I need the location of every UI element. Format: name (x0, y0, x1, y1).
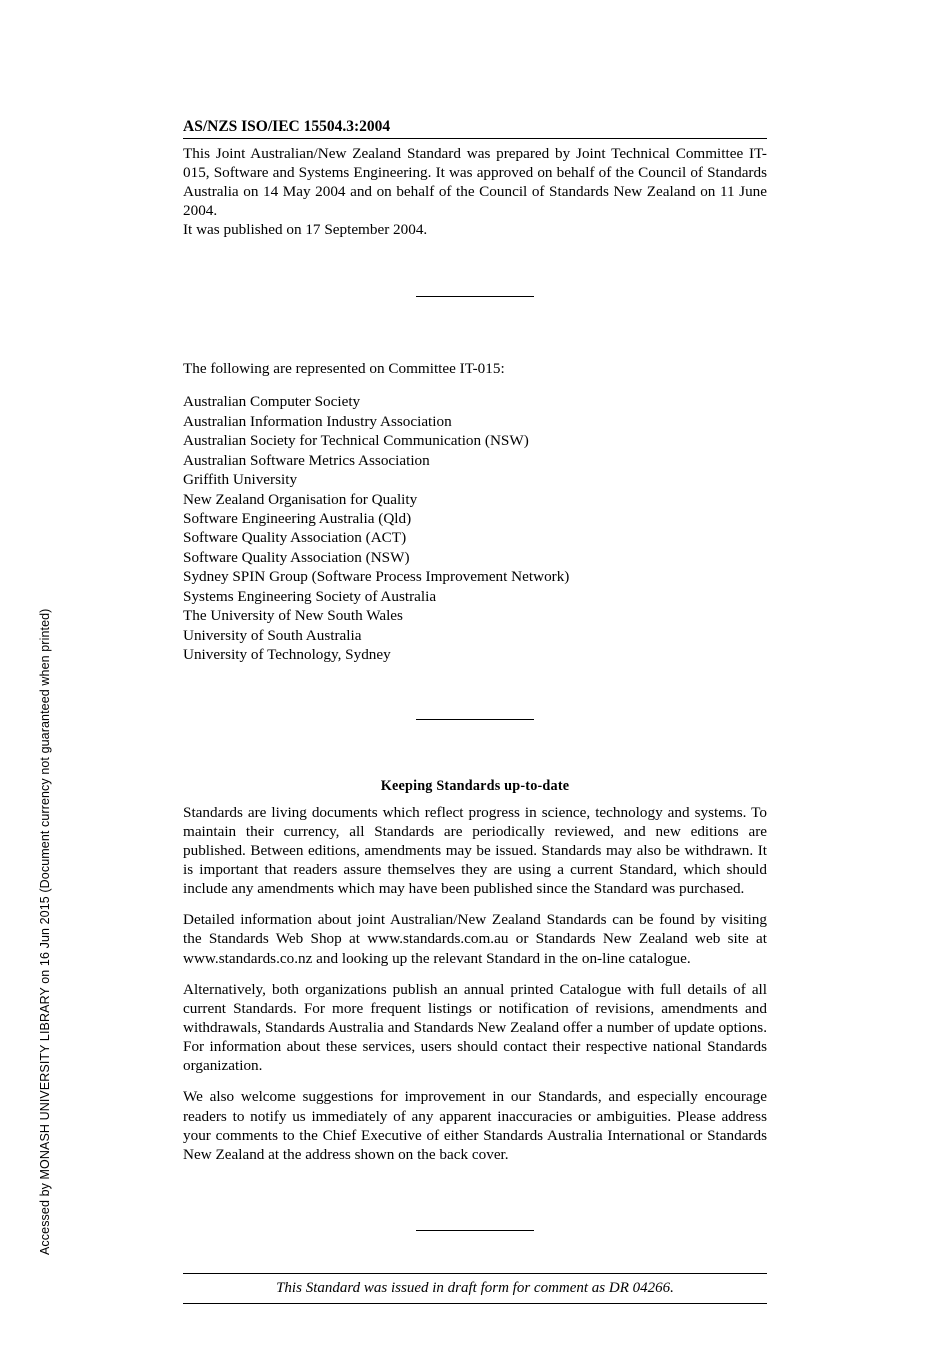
list-item: The University of New South Wales (183, 607, 403, 625)
spacer-after-divider-2 (183, 720, 767, 778)
keeping-standards-paragraph-3: Alternatively, both organizations publish an annual printed Catalogue with full details of all current Standards. For more frequent listings or notification of revisions, amendments and withdrawals, Standards Australia and Standards New Zealand offer a number of update options. For information about these services, users should contact their respective national Standards organization. (183, 980, 767, 1075)
list-item: Australian Software Metrics Association (183, 451, 430, 469)
list-item: Software Engineering Australia (Qld) (183, 509, 412, 527)
publication-note: It was published on 17 September 2004. (183, 221, 428, 239)
spacer-top (183, 240, 767, 296)
keeping-standards-heading: Keeping Standards up-to-date (380, 777, 570, 794)
page-content (183, 118, 767, 1304)
keeping-standards-paragraph-2: Detailed information about joint Australian/New Zealand Standards can be found by visiting the Standards Web Shop at www.standards.com.au or Standards New Zealand web site at www.standards.co.nz and looking up the relevant Standard in the on-line catalogue. (183, 911, 767, 967)
library-access-stamp: Accessed by MONASH UNIVERSITY LIBRARY on 16 Jun 2015 (Document currency not guaranteed when printed) (38, 608, 52, 1255)
page-title: AS/NZS ISO/IEC 15504.3:2004 (183, 118, 391, 135)
spacer-before-footer (183, 1231, 767, 1273)
footer-divider-top (183, 1273, 767, 1274)
preparation-note: This Joint Australian/New Zealand Standard was prepared by Joint Technical Committee IT-015, Software and Systems Engineering. It was approved on behalf of the Council of Standards Australia on 14 May 2004 and on behalf of the Council of Standards New Zealand on 11 June 2004. (183, 144, 767, 220)
spacer-after-members (183, 665, 767, 719)
footer-divider-bottom (183, 1303, 767, 1304)
list-item: Sydney SPIN Group (Software Process Improvement Network) (183, 568, 570, 586)
title-divider (183, 138, 767, 139)
list-item: Australian Information Industry Association (183, 412, 452, 430)
spacer-after-divider-1 (183, 297, 767, 359)
keeping-standards-paragraph-4: We also welcome suggestions for improvement in our Standards, and especially encourage readers to notify us immediately of any apparent inaccuracies or ambiguities. Please address your comments to the Chief Executive of either Standards Australia International or Standards New Zealand at the address shown on the back cover. (183, 1088, 767, 1163)
keeping-standards-paragraph-1: Standards are living documents which reflect progress in science, technology and systems. To maintain their currency, all Standards are periodically reviewed, and new editions are published. Between editions, amendments may be issued. Standards may also be withdrawn. It is important that readers assure themselves they are using a current Standard, which should include any amendments which may have been published since the Standard was purchased. (183, 803, 767, 898)
list-item: University of South Australia (183, 626, 362, 644)
list-item: New Zealand Organisation for Quality (183, 490, 418, 508)
list-item: University of Technology, Sydney (183, 646, 391, 664)
list-item: Griffith University (183, 471, 298, 489)
list-item: Australian Society for Technical Communication (NSW) (183, 432, 529, 450)
list-item: Software Quality Association (NSW) (183, 548, 410, 566)
committee-intro: The following are represented on Committee IT-015: (183, 359, 505, 377)
committee-member-list (183, 392, 767, 664)
list-item: Software Quality Association (ACT) (183, 529, 407, 547)
spacer-before-divider-3 (183, 1176, 767, 1230)
list-item: Systems Engineering Society of Australia (183, 587, 437, 605)
list-item: Australian Computer Society (183, 393, 361, 411)
draft-form-note: This Standard was issued in draft form for comment as DR 04266. (276, 1280, 674, 1296)
